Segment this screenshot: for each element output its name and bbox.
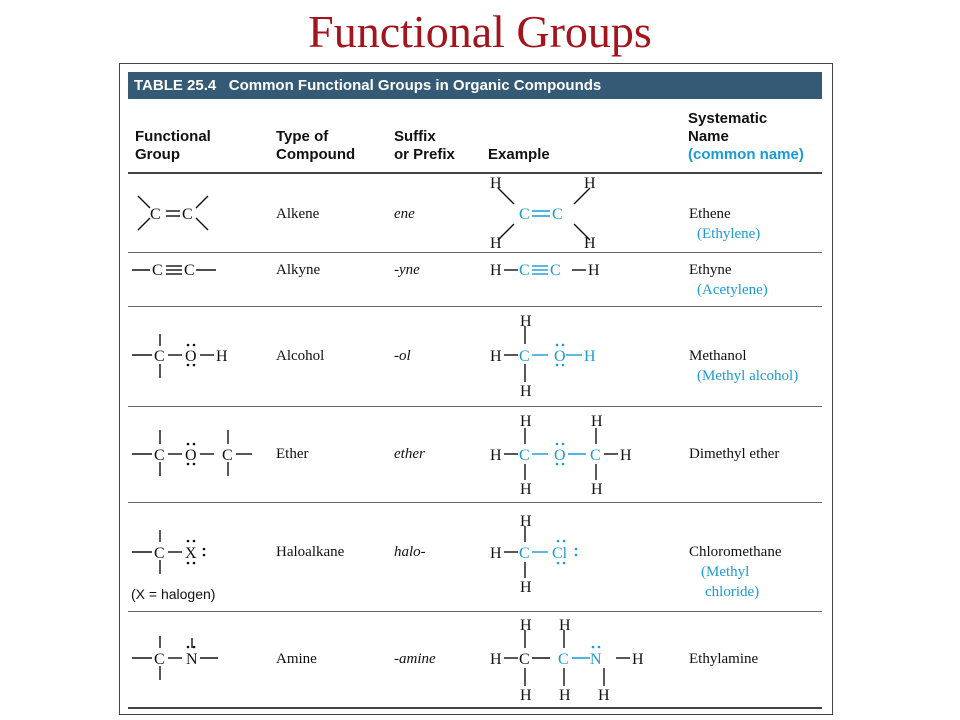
row-common-name: (Acetylene) [697, 282, 768, 298]
svg-text:C: C [152, 262, 163, 279]
row-common-name: (Methyl alcohol) [697, 368, 799, 384]
header-functional-group: Functional Group [135, 128, 211, 163]
svg-text:H: H [490, 348, 502, 365]
svg-text:H: H [490, 545, 502, 562]
row-name: Chloromethane [689, 544, 782, 560]
svg-text:O: O [185, 348, 197, 365]
svg-text:H: H [584, 175, 596, 192]
svg-text:C: C [150, 206, 161, 223]
row-type: Alkene [276, 206, 320, 222]
svg-text:H: H [591, 413, 603, 430]
svg-text:O: O [554, 447, 566, 464]
svg-text:H: H [520, 313, 532, 330]
svg-text:N: N [186, 651, 198, 668]
svg-text:H: H [216, 348, 228, 365]
row-name: Ethylamine [689, 651, 759, 667]
svg-text:H: H [591, 481, 603, 498]
svg-text:C: C [519, 206, 530, 223]
svg-text:H: H [584, 235, 596, 252]
svg-text:C: C [154, 651, 165, 668]
svg-text:H: H [620, 447, 632, 464]
svg-text:O: O [554, 348, 566, 365]
svg-text:H: H [490, 262, 502, 279]
caption-number: TABLE 25.4 [134, 77, 217, 94]
row-type: Alcohol [276, 348, 325, 364]
svg-text:H: H [520, 617, 532, 634]
svg-text:H: H [559, 617, 571, 634]
svg-text:H: H [520, 481, 532, 498]
svg-text:H: H [632, 651, 644, 668]
svg-text:H: H [584, 348, 596, 365]
svg-text:C: C [519, 651, 530, 668]
svg-text:H: H [490, 175, 502, 192]
row-type: Amine [276, 651, 317, 667]
svg-text:C: C [519, 545, 530, 562]
row-name: Ethene [689, 206, 731, 222]
svg-text:C: C [519, 447, 530, 464]
svg-text:C: C [590, 447, 601, 464]
header-systematic-name: Systematic Name (common name) [688, 110, 804, 163]
slide-title: Functional Groups [308, 6, 652, 57]
svg-text:H: H [598, 687, 610, 704]
row-type: Ether [276, 446, 309, 462]
svg-text:C: C [154, 348, 165, 365]
row-suffix: -amine [394, 651, 436, 667]
svg-text:C: C [222, 447, 233, 464]
row-suffix: halo- [394, 544, 426, 560]
row-type: Alkyne [276, 262, 321, 278]
row-common-name: (Methyl [701, 564, 750, 580]
svg-text:X: X [185, 545, 197, 562]
svg-text:C: C [154, 545, 165, 562]
row-type: Haloalkane [276, 544, 345, 560]
svg-text:C: C [154, 447, 165, 464]
row-suffix: ether [394, 446, 425, 462]
svg-text:H: H [520, 513, 532, 530]
header-example: Example [488, 146, 550, 163]
structure-drawings [120, 64, 832, 714]
svg-text:C: C [550, 262, 561, 279]
svg-text:H: H [520, 383, 532, 400]
header-type: Type of Compound [276, 128, 356, 163]
row-common-name: chloride) [705, 584, 760, 600]
svg-text:H: H [520, 579, 532, 596]
row-common-name: (Ethylene) [697, 226, 761, 242]
svg-text:C: C [519, 348, 530, 365]
functional-groups-table [119, 63, 833, 715]
svg-text:C: C [182, 206, 193, 223]
svg-text:H: H [520, 687, 532, 704]
row-name: Methanol [689, 348, 747, 364]
svg-text:H: H [559, 687, 571, 704]
svg-text:H: H [490, 235, 502, 252]
svg-text:C: C [552, 206, 563, 223]
svg-text:C: C [184, 262, 195, 279]
svg-text:Cl: Cl [552, 545, 568, 562]
row-name: Ethyne [689, 262, 732, 278]
caption-title: Common Functional Groups in Organic Compounds [228, 77, 602, 94]
svg-text:H: H [520, 413, 532, 430]
svg-text:H: H [490, 447, 502, 464]
svg-text:C: C [558, 651, 569, 668]
row-suffix: -ol [394, 348, 411, 364]
row-suffix: ene [394, 206, 415, 222]
row-suffix: -yne [394, 262, 420, 278]
svg-text:C: C [519, 262, 530, 279]
header-suffix: Suffix or Prefix [394, 128, 455, 163]
svg-text:N: N [590, 651, 602, 668]
row-name: Dimethyl ether [689, 446, 780, 462]
svg-text:O: O [185, 447, 197, 464]
halogen-note: (X = halogen) [131, 586, 216, 602]
svg-text:H: H [588, 262, 600, 279]
svg-text:H: H [490, 651, 502, 668]
